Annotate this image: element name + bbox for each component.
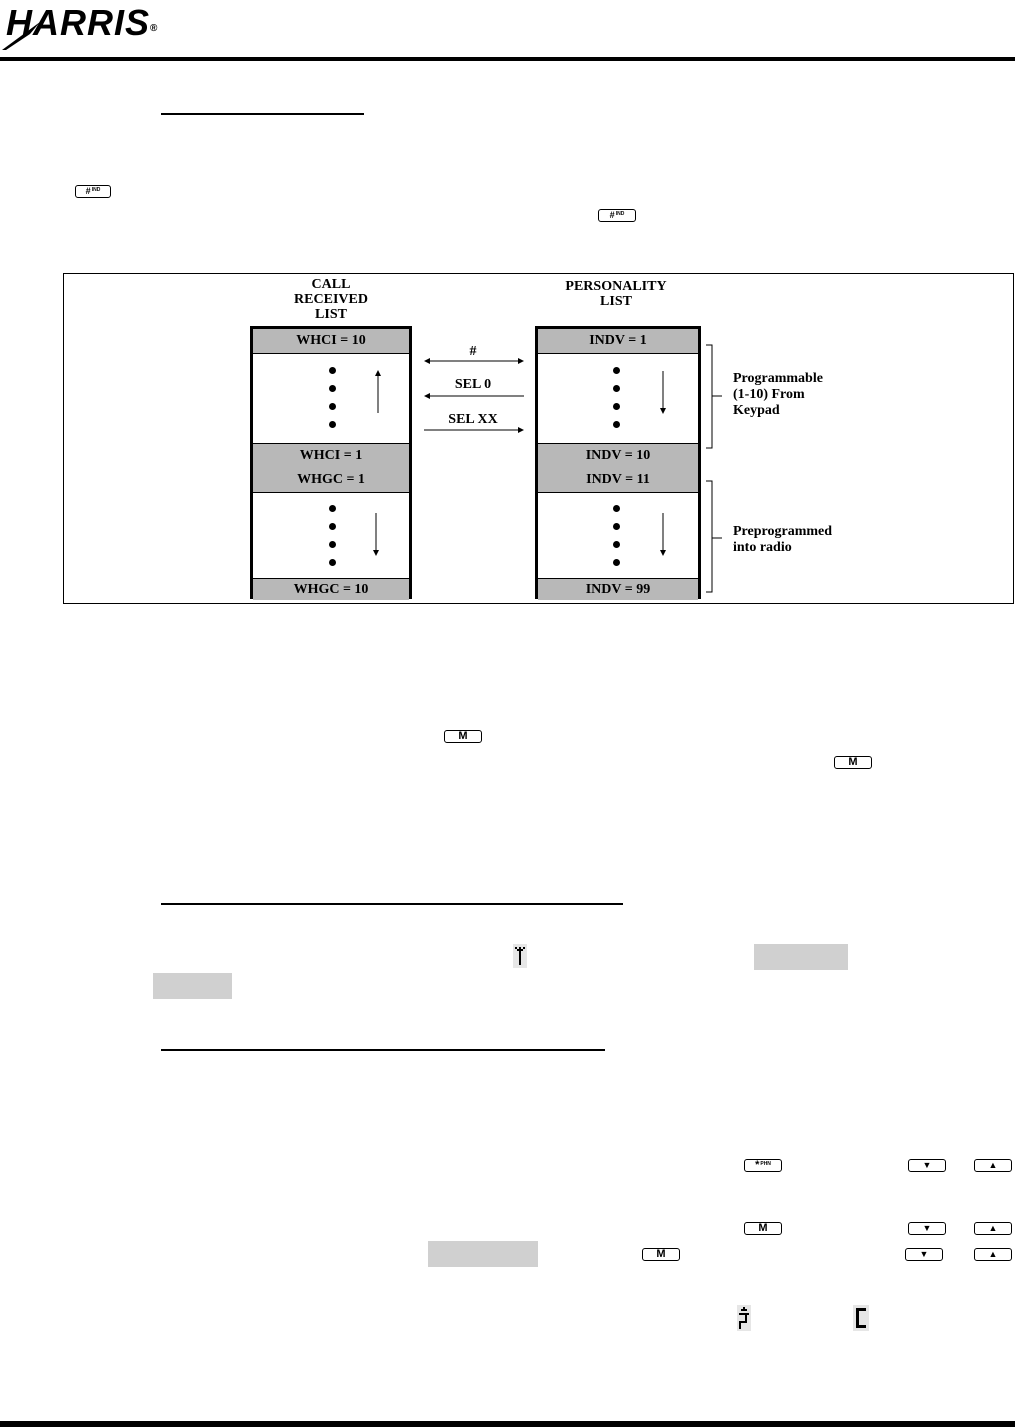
hash-ind-key-icon: #$^{IND}$ xyxy=(75,185,111,198)
ellipsis-dot xyxy=(329,385,336,392)
hash-ind-key-icon: #$^{IND}$ xyxy=(598,209,636,222)
registered-mark: ® xyxy=(150,23,159,34)
section-heading-underline xyxy=(161,113,364,115)
brace-icon xyxy=(704,480,734,600)
ellipsis-dot xyxy=(613,385,620,392)
ellipsis-dot xyxy=(329,541,336,548)
section-heading-underline xyxy=(161,1049,605,1051)
ellipsis-dot xyxy=(613,421,620,428)
ellipsis-dot xyxy=(329,421,336,428)
brace-icon xyxy=(704,344,734,454)
logo-text: HARRIS xyxy=(6,2,151,43)
ellipsis-dot xyxy=(613,403,620,410)
down-arrow-icon xyxy=(371,511,381,557)
list-cell-whgc-10: WHGC = 10 xyxy=(253,578,409,600)
list-cell-indv-10: INDV = 10 xyxy=(538,443,698,469)
display-highlight xyxy=(428,1241,538,1267)
list-cell-whci-10: WHCI = 10 xyxy=(253,329,409,354)
list-cell-whci-1: WHCI = 1 xyxy=(253,443,409,469)
down-key-icon: ▼ xyxy=(908,1159,946,1172)
ellipsis-dot xyxy=(613,559,620,566)
m-key-icon: M xyxy=(642,1248,680,1261)
ellipsis-dot xyxy=(329,505,336,512)
m-key-icon: M xyxy=(444,730,482,743)
footer-rule xyxy=(0,1421,1015,1427)
star-phn-key-icon: *$^{PHN}$ xyxy=(744,1159,782,1172)
list-cell-indv-99: INDV = 99 xyxy=(538,578,698,600)
m-key-icon: M xyxy=(834,756,872,769)
ellipsis-dot xyxy=(613,367,620,374)
display-highlight xyxy=(153,973,232,999)
ellipsis-dot xyxy=(613,505,620,512)
individual-call-lcd-icon xyxy=(737,1305,751,1331)
down-arrow-icon xyxy=(658,369,668,415)
up-key-icon: ▲ xyxy=(974,1159,1012,1172)
programmable-label: Programmable (1-10) From Keypad xyxy=(733,371,823,418)
down-key-icon: ▼ xyxy=(905,1248,943,1261)
antenna-lcd-icon xyxy=(513,944,527,968)
personality-list xyxy=(535,326,701,599)
ellipsis-dot xyxy=(329,523,336,530)
arrow-label-hash: # xyxy=(469,344,477,359)
down-arrow-icon xyxy=(658,511,668,557)
logo-swoosh-icon xyxy=(0,16,60,52)
list-cell-indv-1: INDV = 1 xyxy=(538,329,698,354)
header-rule xyxy=(0,57,1015,61)
up-arrow-icon xyxy=(373,369,383,415)
down-key-icon: ▼ xyxy=(908,1222,946,1235)
right-arrow-icon xyxy=(424,425,524,435)
up-key-icon: ▲ xyxy=(974,1248,1012,1261)
call-received-list-title: CALL RECEIVED LIST xyxy=(294,277,368,322)
ellipsis-dot xyxy=(329,559,336,566)
call-list-figure xyxy=(63,273,1014,604)
ellipsis-dot xyxy=(613,523,620,530)
preprogrammed-label: Preprogrammed into radio xyxy=(733,524,833,555)
list-cell-whgc-1: WHGC = 1 xyxy=(253,468,409,493)
display-highlight xyxy=(754,944,848,970)
list-cell-indv-11: INDV = 11 xyxy=(538,468,698,493)
up-key-icon: ▲ xyxy=(974,1222,1012,1235)
arrow-label-sel-0: SEL 0 xyxy=(454,377,492,392)
personality-list-title: PERSONALITY LIST xyxy=(565,279,667,309)
ellipsis-dot xyxy=(329,367,336,374)
ellipsis-dot xyxy=(613,541,620,548)
section-heading-underline xyxy=(161,903,623,905)
ellipsis-dot xyxy=(329,403,336,410)
left-arrow-icon xyxy=(424,391,524,401)
bidirectional-arrow-icon xyxy=(424,356,524,366)
m-key-icon: M xyxy=(744,1222,782,1235)
arrow-label-sel-xx: SEL XX xyxy=(448,412,498,427)
phone-call-lcd-icon xyxy=(853,1305,869,1331)
call-received-list xyxy=(250,326,412,599)
